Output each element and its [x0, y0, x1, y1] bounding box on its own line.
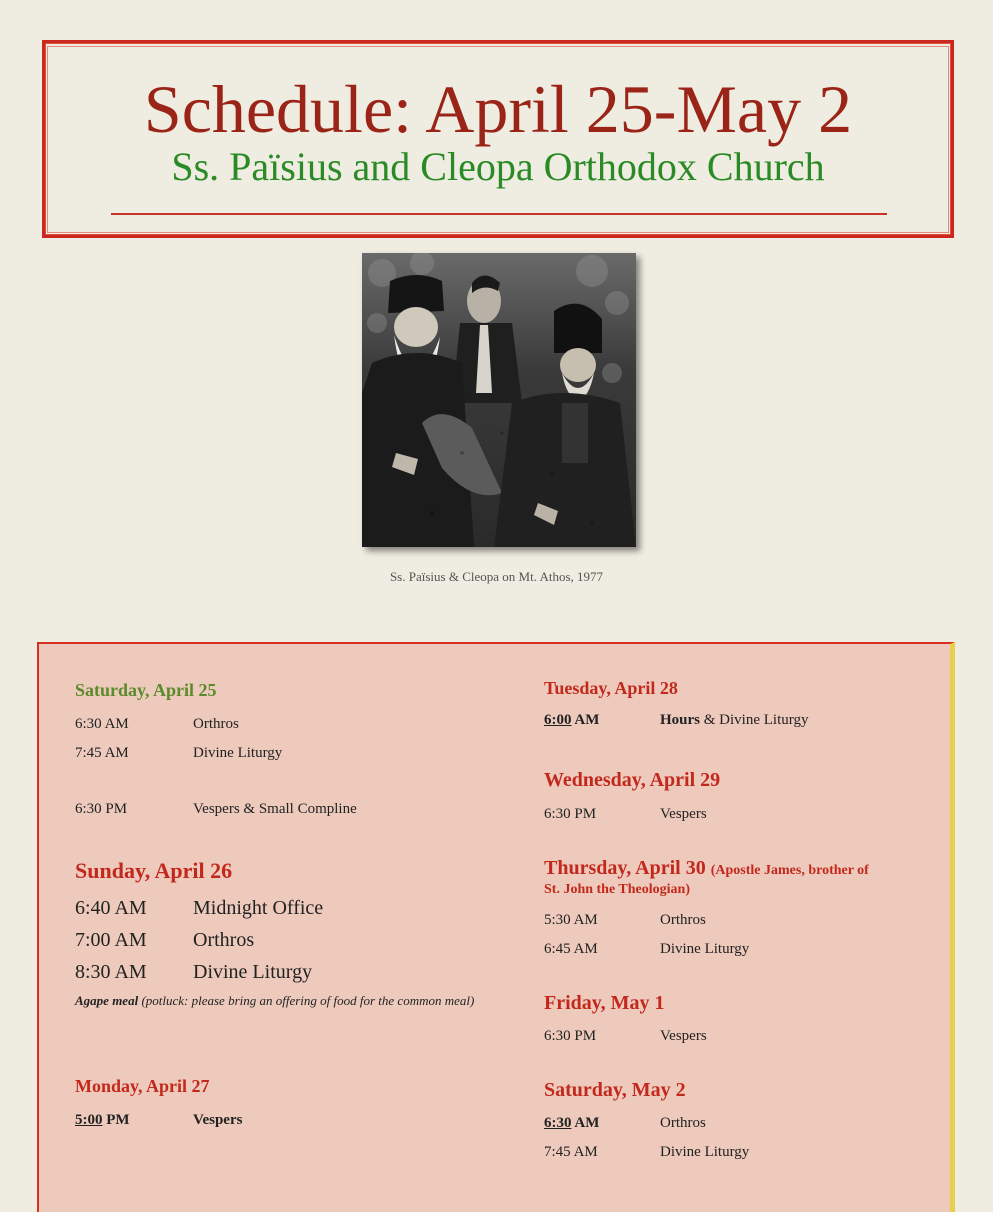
- event-name: Divine Liturgy: [660, 941, 750, 957]
- page-title: Schedule: April 25-May 2: [143, 71, 853, 147]
- event-name: Divine Liturgy: [193, 745, 283, 761]
- event-time-suffix: AM: [571, 712, 600, 728]
- event-name: Divine Liturgy: [660, 1144, 750, 1160]
- agape-meal-label: Agape meal: [75, 993, 139, 1008]
- event-name: Divine Liturgy: [193, 961, 313, 983]
- event-time: 8:30 AM: [75, 961, 147, 983]
- header-divider: [111, 213, 887, 215]
- day-heading-sun-apr26: Sunday, April 26: [75, 858, 233, 883]
- saints-photo-image: [362, 253, 636, 547]
- event-time: 6:30 PM: [544, 806, 597, 822]
- event-name: [660, 712, 808, 729]
- saints-photo: [362, 253, 636, 547]
- day-heading-sat-may2: Saturday, May 2: [544, 1079, 686, 1101]
- event-name-bold: Hours: [660, 712, 701, 728]
- event-time-hour: 5:00: [75, 1112, 103, 1128]
- event-name: Vespers: [660, 1028, 707, 1044]
- day-heading-mon-apr27: Monday, April 27: [75, 1076, 210, 1096]
- event-time: 7:00 AM: [75, 929, 147, 951]
- event-name: Midnight Office: [193, 897, 324, 919]
- event-time: 6:40 AM: [75, 897, 147, 919]
- event-name: Orthros: [193, 716, 239, 732]
- day-heading-sat-apr25: Saturday, April 25: [75, 680, 217, 700]
- thu-heading-text: Thursday, April 30: [544, 857, 706, 879]
- event-time: 5:30 AM: [544, 912, 598, 928]
- event-time: [544, 1115, 599, 1132]
- photo-caption: Ss. Païsius & Cleopa on Mt. Athos, 1977: [389, 569, 604, 584]
- agape-meal-note: [75, 991, 495, 1011]
- event-name: Orthros: [660, 1115, 706, 1131]
- feast-note-line1: (Apostle James, brother of: [710, 863, 869, 878]
- event-name: Vespers & Small Compline: [193, 801, 357, 817]
- event-time: 6:30 PM: [544, 1028, 597, 1044]
- schedule-panel: [37, 642, 955, 1212]
- event-time: 6:30 AM: [75, 716, 129, 732]
- event-name: Vespers: [193, 1112, 243, 1128]
- event-name: Vespers: [660, 806, 707, 822]
- day-heading-wed-apr29: Wednesday, April 29: [544, 769, 721, 791]
- day-heading-thu-apr30: [544, 857, 869, 880]
- church-name: Ss. Païsius and Cleopa Orthodox Church: [171, 144, 825, 189]
- event-time: 7:45 AM: [75, 745, 129, 761]
- event-time: [75, 1112, 130, 1129]
- event-time-suffix: AM: [571, 1115, 600, 1131]
- day-heading-tue-apr28: Tuesday, April 28: [544, 678, 678, 698]
- event-time-hour: 6:00: [544, 712, 572, 728]
- event-time: 7:45 AM: [544, 1144, 598, 1160]
- event-name: Orthros: [193, 929, 255, 951]
- event-time: 6:45 AM: [544, 941, 598, 957]
- event-time: 6:30 PM: [75, 801, 128, 817]
- event-name: Orthros: [660, 912, 706, 928]
- event-name-rest: & Divine Liturgy: [700, 712, 809, 728]
- header-frame: [42, 40, 954, 238]
- day-heading-fri-may1: Friday, May 1: [544, 992, 665, 1014]
- event-time-suffix: PM: [102, 1112, 130, 1128]
- event-time: [544, 712, 599, 729]
- feast-note-line2: St. John the Theologian): [544, 882, 690, 897]
- agape-meal-details: (potluck: please bring an offering of food for the common meal): [138, 993, 475, 1008]
- event-time-hour: 6:30: [544, 1115, 572, 1131]
